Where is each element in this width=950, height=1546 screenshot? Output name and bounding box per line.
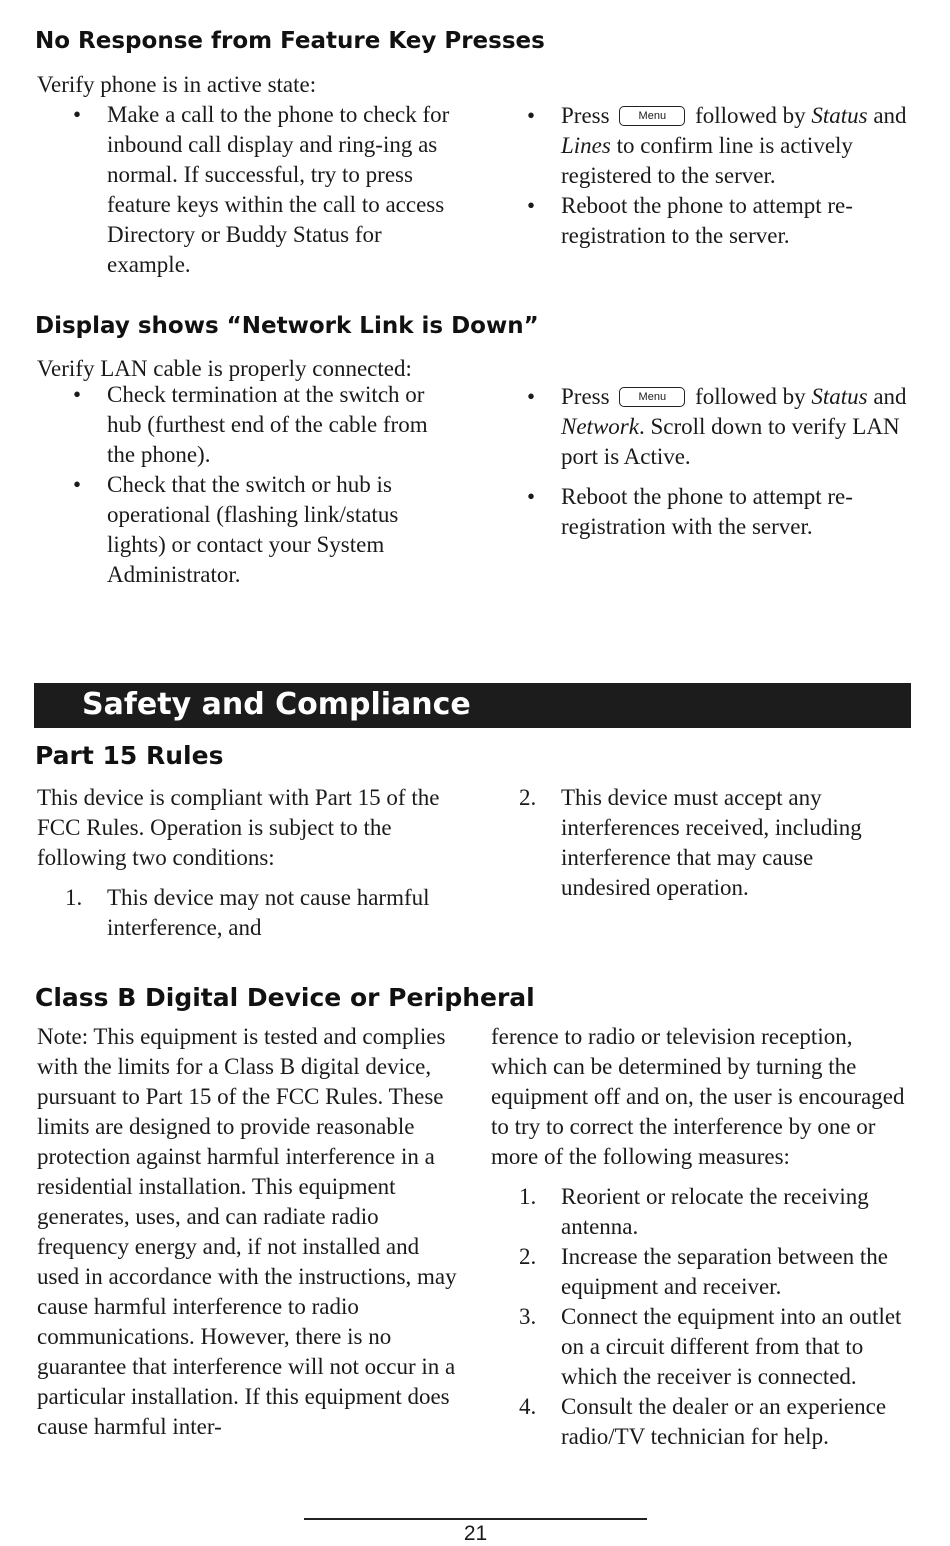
list-text: Connect the equipment into an outlet on a circuit different from that to which the receiver is connected. [561,1304,902,1389]
part15-intro: This device is compliant with Part 15 of the FCC Rules. Operation is subject to the following two conditions: [37,785,440,870]
list-item: • Make a call to the phone to check for inbound call display and ring-ing as normal. If successful, try to press feature keys within the call to access Directory or Buddy Status for example. [73,100,458,280]
scroll-text: . Scroll down to verify LAN port is Active. [561,414,900,469]
status-term: Status [811,384,868,409]
no-response-left-list [73,100,458,280]
confirm-text: to confirm line is actively registered to the server. [561,133,853,188]
menu-key-icon: Menu [619,387,685,407]
list-item [519,1302,912,1392]
list-number: 1. [519,1184,537,1209]
list-number: 1. [65,885,83,910]
list-text: Consult the dealer or an experience radio/TV technician for help. [561,1394,887,1449]
list-item [527,101,917,191]
followed-by-text: followed by [695,103,806,128]
list-item [519,1392,912,1452]
list-item: • Reboot the phone to attempt re-registration to the server. [527,191,917,251]
classb-measures-list [519,1182,912,1452]
footer-divider [304,1518,647,1520]
section-heading-classb: Class B Digital Device or Peripheral [35,983,535,1012]
list-item: • Reboot the phone to attempt re-registration with the server. [527,482,917,542]
status-term: Status [811,103,868,128]
list-item [519,1242,912,1302]
list-item [527,382,917,472]
banner-title: Safety and Compliance [82,687,471,722]
no-response-intro: Verify phone is in active state: [37,72,317,97]
list-text: Reorient or relocate the receiving antenna. [561,1184,869,1239]
part15-list-left [65,883,463,943]
and-text: and [873,384,907,409]
list-text: This device may not cause harmful interference, and [107,885,430,940]
press-text: Press [561,103,610,128]
section-heading-network-link: Display shows “Network Link is Down” [35,313,539,339]
network-link-intro: Verify LAN cable is properly connected: [37,356,412,381]
list-item: • Check that the switch or hub is operational (flashing link/status lights) or contact your System Administrator. [73,470,458,590]
no-response-right-list [527,101,917,251]
part15-list-right [519,783,907,903]
list-number: 2. [519,1244,537,1269]
section-heading-no-response: No Response from Feature Key Presses [35,28,545,54]
list-number: 3. [519,1304,537,1329]
and-text: and [873,103,907,128]
network-term: Network [561,414,639,439]
safety-banner [34,683,911,728]
classb-left-text: Note: This equipment is tested and complies with the limits for a Class B digital device, pursuant to Part 15 of the FCC Rules. These limits are designed to provide reasonable protection against harmful interference in a residential installation. This equipment generates, uses, and can radiate radio frequency energy and, if not installed and used in accordance with the instructions, may cause harmful interference to radio communications. However, there is no guarantee that interference will not occur in a particular installation. If this equipment does cause harmful inter- [37,1024,457,1439]
network-link-left-list [73,380,458,590]
list-text: This device must accept any interferences received, including interference that may cause undesired operation. [561,785,862,900]
list-item [519,783,907,903]
section-heading-part15: Part 15 Rules [35,741,224,770]
list-item: • Check termination at the switch or hub (furthest end of the cable from the phone). [73,380,458,470]
list-text: Increase the separation between the equipment and receiver. [561,1244,888,1299]
list-item [65,883,463,943]
list-item [519,1182,912,1242]
list-number: 4. [519,1394,537,1419]
menu-key-icon: Menu [619,106,685,126]
followed-by-text: followed by [695,384,806,409]
press-text: Press [561,384,610,409]
list-number: 2. [519,785,537,810]
page-number: 21 [463,1522,488,1545]
network-link-right-list [527,382,917,542]
lines-term: Lines [561,133,611,158]
classb-right-text: ference to radio or television reception, which can be determined by turning the equipment off and on, the user is encouraged to try to correct the interference by one or more of the following measures: [491,1024,905,1169]
